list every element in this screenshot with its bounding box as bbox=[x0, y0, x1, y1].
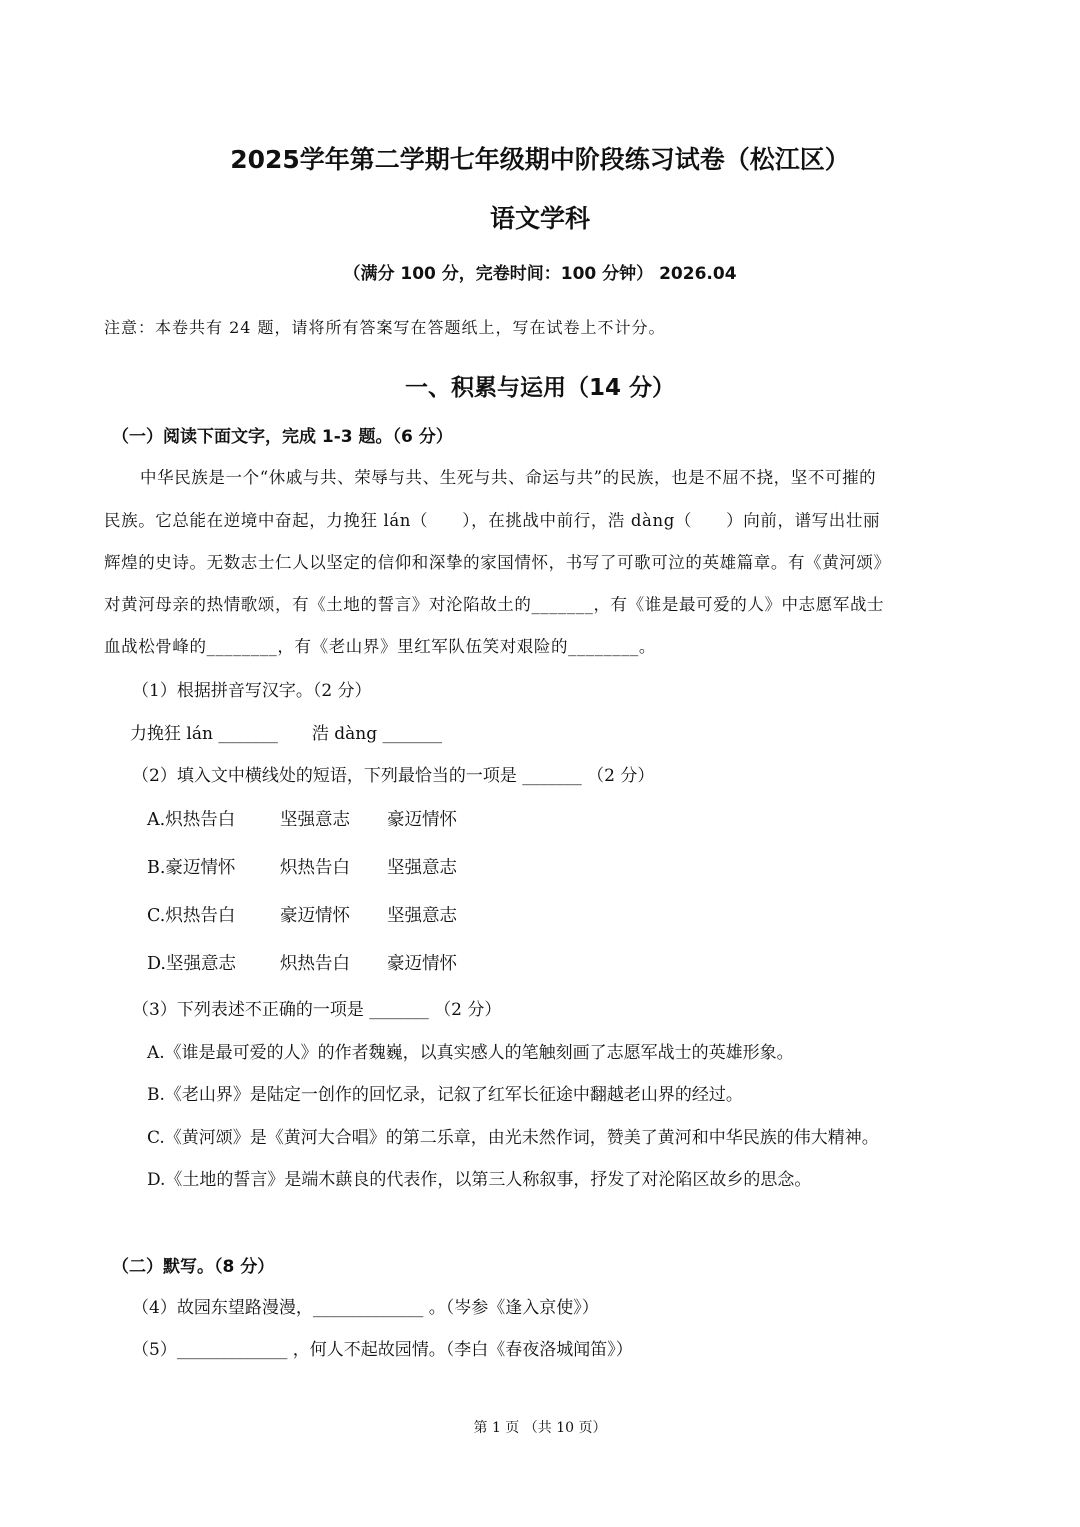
question-3-option-a: A.《谁是最可爱的人》的作者魏巍，以真实感人的笔触刻画了志愿军战士的英雄形象。 bbox=[147, 1043, 794, 1063]
question-2-option-b: B.豪迈情怀 炽热告白 坚强意志 bbox=[147, 858, 457, 878]
question-4: （4）故园东望路漫漫，_____________ 。（岑参《逢入京使》） bbox=[132, 1298, 599, 1318]
passage-line: 中华民族是一个“休戚与共、荣辱与共、生死与共、命运与共”的民族，也是不屈不挠，坚不可摧的 bbox=[140, 468, 877, 487]
part-heading-reading: （一）阅读下面文字，完成 1-3 题。（6 分） bbox=[112, 427, 453, 447]
question-2-option-a: A.炽热告白 坚强意志 豪迈情怀 bbox=[147, 810, 457, 830]
question-2-option-d: D.坚强意志 炽热告白 豪迈情怀 bbox=[147, 954, 457, 974]
page-footer: 第 1 页 （共 10 页） bbox=[473, 1420, 607, 1436]
passage-line: 血战松骨峰的________，有《老山界》里红军队伍笑对艰险的________。 bbox=[104, 637, 656, 656]
exam-subtitle: 语文学科 bbox=[489, 204, 590, 233]
question-5: （5）_____________ ，何人不起故园情。（李白《春夜洛城闻笛》） bbox=[132, 1340, 633, 1360]
question-1-answer-line: 力挽狂 lán _______ 浩 dàng _______ bbox=[130, 724, 442, 744]
passage-line: 辉煌的史诗。无数志士仁人以坚定的信仰和深挚的家国情怀，书写了可歌可泣的英雄篇章。有《黄河颂》 bbox=[104, 553, 891, 572]
question-1-stem: （1）根据拼音写汉字。（2 分） bbox=[132, 681, 372, 701]
question-2-stem: （2）填入文中横线处的短语，下列最恰当的一项是 _______ （2 分） bbox=[132, 766, 655, 786]
question-2-option-c: C.炽热告白 豪迈情怀 坚强意志 bbox=[147, 906, 457, 926]
part-heading-dictation: （二）默写。（8 分） bbox=[112, 1257, 275, 1277]
question-3-stem: （3）下列表述不正确的一项是 _______ （2 分） bbox=[132, 1000, 502, 1020]
exam-notice: 注意：本卷共有 24 题，请将所有答案写在答题纸上，写在试卷上不计分。 bbox=[104, 318, 666, 337]
section-heading: 一、积累与运用（14 分） bbox=[404, 375, 675, 401]
exam-title: 2025学年第二学期七年级期中阶段练习试卷（松江区） bbox=[230, 145, 850, 174]
question-3-option-c: C.《黄河颂》是《黄河大合唱》的第二乐章，由光未然作词，赞美了黄河和中华民族的伟大精神。 bbox=[147, 1128, 879, 1148]
passage-line: 对黄河母亲的热情歌颂，有《土地的誓言》对沦陷故土的_______，有《谁是最可爱的人》中志愿军战士 bbox=[104, 595, 885, 614]
exam-meta: （满分 100 分，完卷时间：100 分钟） 2026.04 bbox=[343, 264, 737, 284]
passage-line: 民族。它总能在逆境中奋起，力挽狂 lán（ ），在挑战中前行，浩 dàng（ ）向前，谱写出壮丽 bbox=[104, 511, 881, 530]
question-3-option-b: B.《老山界》是陆定一创作的回忆录，记叙了红军长征途中翻越老山界的经过。 bbox=[147, 1085, 743, 1105]
question-3-option-d: D.《土地的誓言》是端木蕻良的代表作，以第三人称叙事，抒发了对沦陷区故乡的思念。 bbox=[147, 1170, 812, 1190]
